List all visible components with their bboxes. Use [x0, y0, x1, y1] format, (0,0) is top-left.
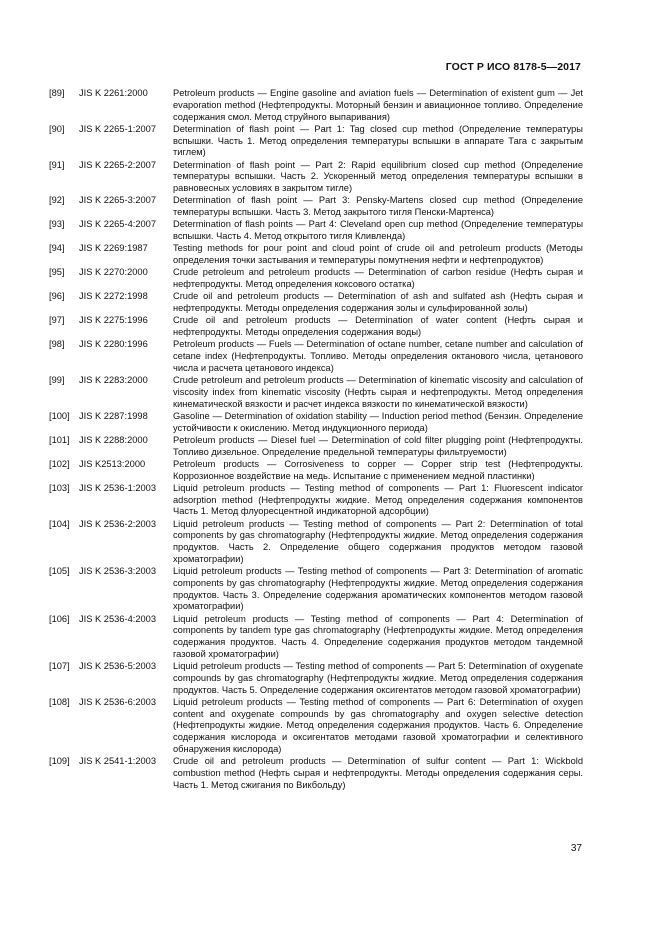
reference-number: [94] — [49, 243, 65, 254]
reference-code: JIS K 2272:1998 — [79, 291, 148, 302]
reference-title: Liquid petroleum products — Testing method of components — Part 4: Determination of components by tandem type gas chromatography (Нефтепродукты жидкие. Метод определения содержания продуктов. Часть 4. Определение содержания продуктов методом тандемной газовой хроматографии) — [173, 613, 583, 659]
reference-entry — [49, 435, 583, 459]
reference-title: Liquid petroleum products — Testing method of components — Part 5: Determination of oxygenate compounds by gas chromatography (Нефтепродукты жидкие. Метод определения содержания продуктов. Часть 5. Определение содержания оксигентатов методом газовой хроматографии) — [173, 661, 583, 695]
reference-title: Liquid petroleum products — Testing method of components — Part 2: Determination of total components by gas chromatography (Нефтепродукты жидкие. Метод определения содержания продуктов. Часть 2. Определение общего содержания продуктов методом газовой хроматографии) — [173, 518, 583, 564]
reference-entry — [49, 195, 583, 219]
reference-entry — [49, 124, 583, 159]
reference-code: JIS K 2287:1998 — [79, 410, 148, 421]
reference-number: [106] — [49, 613, 70, 624]
reference-code: JIS K2513:2000 — [79, 458, 146, 469]
reference-number: [102] — [49, 458, 70, 469]
reference-title: Gasoline — Determination of oxidation stability — Induction period method (Бензин. Определение устойчивости к окислению. Метод индукционного периода) — [173, 410, 583, 433]
reference-number: [93] — [49, 219, 65, 230]
reference-entry — [49, 219, 583, 243]
reference-list — [49, 88, 583, 792]
reference-title: Liquid petroleum products — Testing method of components — Part 3: Determination of aromatic components by gas chromatography (Нефтепродукты жидкие. Метод определения содержания продуктов. Часть 3. Определение содержания ароматических компонентов методом газовой хроматографии) — [173, 566, 583, 612]
reference-number: [99] — [49, 375, 65, 385]
reference-title: Crude oil and petroleum products — Determination of water content (Нефть сырая и нефтепродукты. Методы определения содержания воды) — [173, 315, 583, 337]
reference-title: Petroleum products — Corrosiveness to copper — Copper strip test (Нефтепродукты. Коррозионное воздействие на медь. Испытание с применением медной пластинки) — [173, 458, 583, 481]
reference-title: Liquid petroleum products — Testing method of components — Part 1: Fluorescent indicator adsorption method (Нефтепродукты жидкие. Метод определения содержания компонентов Часть 1. Метод флуоресцентной индикаторной адсорбции) — [173, 482, 583, 517]
reference-code: JIS K 2288:2000 — [79, 434, 148, 445]
reference-entry — [49, 483, 583, 518]
reference-title: Petroleum products — Engine gasoline and aviation fuels — Determination of existent gum — Jet evaporation method (Нефтепродукты. Моторный бензин и авиационное топливо. Определение содержания смол. Метод струйного выпаривания) — [173, 88, 583, 122]
reference-title: Liquid petroleum products — Testing method of components — Part 6: Determination of oxygen content and oxygenate compounds by gas chromatography and oxygen selective detection (Нефтепродукты жидкие. Метод определения содержания продуктов. Часть 6. Определение содержания кислорода и оксигентатов методами газовой хроматографии и селективного обнаружения кислорода) — [173, 696, 583, 754]
reference-title: Determination of flash point — Part 3: Pensky-Martens closed cup method (Определение температуры вспышки. Часть 3. Метод закрытого тигля Пенски-Мартенса) — [173, 195, 583, 217]
reference-code: JIS K 2261:2000 — [79, 88, 148, 98]
document-header: ГОСТ Р ИСО 8178-5—2017 — [445, 61, 581, 73]
reference-entry — [49, 661, 583, 696]
reference-code: JIS K 2265-1:2007 — [79, 123, 157, 134]
reference-code: JIS K 2265-3:2007 — [79, 195, 157, 206]
reference-entry — [49, 614, 583, 661]
reference-title: Determination of flash point — Part 2: Rapid equilibrium closed cup method (Определение температуры вспышки. Часть 2. Ускоренный метод определения температуры вспышки в равновесных условиях в закрытом тигле) — [173, 159, 583, 193]
reference-code: JIS K 2536-2:2003 — [79, 518, 157, 529]
reference-code: JIS K 2536-3:2003 — [79, 566, 157, 576]
reference-number: [103] — [49, 482, 70, 493]
reference-number: [98] — [49, 339, 65, 350]
reference-title: Crude oil and petroleum products — Determination of sulfur content — Part 1: Wickbold combustion method (Нефть сырая и нефтепродукты. Методы определения содержания серы. Часть 1. Метод сжигания по Викбольду) — [173, 756, 583, 790]
reference-entry — [49, 243, 583, 267]
reference-number: [104] — [49, 518, 70, 529]
reference-number: [109] — [49, 756, 70, 766]
reference-number: [90] — [49, 123, 65, 134]
reference-code: JIS K 2536-4:2003 — [79, 613, 157, 624]
reference-entry — [49, 756, 583, 791]
reference-number: [96] — [49, 291, 65, 302]
reference-title: Determination of flash point — Part 1: Tag closed cup method (Определение температуры вспышки. Часть 1. Метод определения температуры вспышки в аппарате Тага с закрытым тиглем) — [173, 123, 583, 158]
reference-number: [91] — [49, 159, 65, 170]
page-number: 37 — [570, 843, 582, 854]
reference-code: JIS K 2283:2000 — [79, 375, 148, 385]
reference-code: JIS K 2536-6:2003 — [79, 696, 157, 707]
reference-entry — [49, 160, 583, 195]
reference-entry — [49, 291, 583, 315]
reference-entry — [49, 459, 583, 483]
reference-code: JIS K 2280:1996 — [79, 339, 148, 350]
reference-code: JIS K 2269:1987 — [79, 243, 148, 254]
reference-title: Crude petroleum and petroleum products — Determination of kinematic viscosity and calculation of viscosity index from kinematic viscosity (Нефть сырая и нефтепродукты. Метод определения кинематической вязкости и расчет индекса вязкости по кинематической вязкости) — [173, 375, 583, 409]
reference-code: JIS K 2536-5:2003 — [79, 661, 157, 671]
reference-entry — [49, 315, 583, 339]
reference-title: Petroleum products — Diesel fuel — Determination of cold filter plugging point (Нефтепродукты. Топливо дизельное. Определение предельной температуры фильтруемости) — [173, 434, 583, 457]
reference-number: [89] — [49, 88, 65, 98]
reference-code: JIS K 2265-4:2007 — [79, 219, 157, 230]
reference-title: Petroleum products — Fuels — Determination of octane number, cetane number and calculation of cetane index (Нефтепродукты. Топливо. Методы определения октанового числа, цетанового числа и расчета цетанового индекса) — [173, 339, 583, 373]
reference-entry — [49, 697, 583, 756]
reference-number: [100] — [49, 410, 70, 421]
reference-title: Determination of flash points — Part 4: Cleveland open cup method (Определение температуры вспышки. Часть 4. Метод открытого тигля Кливленда) — [173, 219, 583, 241]
reference-number: [101] — [49, 434, 70, 445]
reference-title: Crude petroleum and petroleum products — Determination of carbon residue (Нефть сырая и нефтепродукты. Метод определения коксового остатка) — [173, 267, 583, 289]
reference-entry — [49, 375, 583, 410]
reference-number: [92] — [49, 195, 65, 206]
reference-code: JIS K 2270:2000 — [79, 267, 148, 278]
reference-entry — [49, 339, 583, 374]
reference-code: JIS K 2541-1:2003 — [79, 756, 157, 766]
reference-number: [108] — [49, 696, 70, 707]
reference-entry — [49, 411, 583, 435]
reference-number: [107] — [49, 661, 70, 671]
reference-entry — [49, 519, 583, 566]
reference-entry — [49, 566, 583, 613]
reference-code: JIS K 2265-2:2007 — [79, 159, 157, 170]
reference-number: [105] — [49, 566, 70, 576]
reference-title: Crude oil and petroleum products — Determination of ash and sulfated ash (Нефть сырая и нефтепродукты. Методы определения содержания золы и сульфированной золы) — [173, 291, 583, 313]
reference-code: JIS K 2275:1996 — [79, 315, 148, 326]
reference-code: JIS K 2536-1:2003 — [79, 482, 157, 493]
reference-title: Testing methods for pour point and cloud point of crude oil and petroleum products (Методы определения точки застывания и температуры помутнения нефти и нефтепродуктов) — [173, 243, 583, 265]
reference-entry — [49, 88, 583, 123]
reference-entry — [49, 267, 583, 291]
reference-number: [97] — [49, 315, 65, 326]
reference-number: [95] — [49, 267, 65, 278]
